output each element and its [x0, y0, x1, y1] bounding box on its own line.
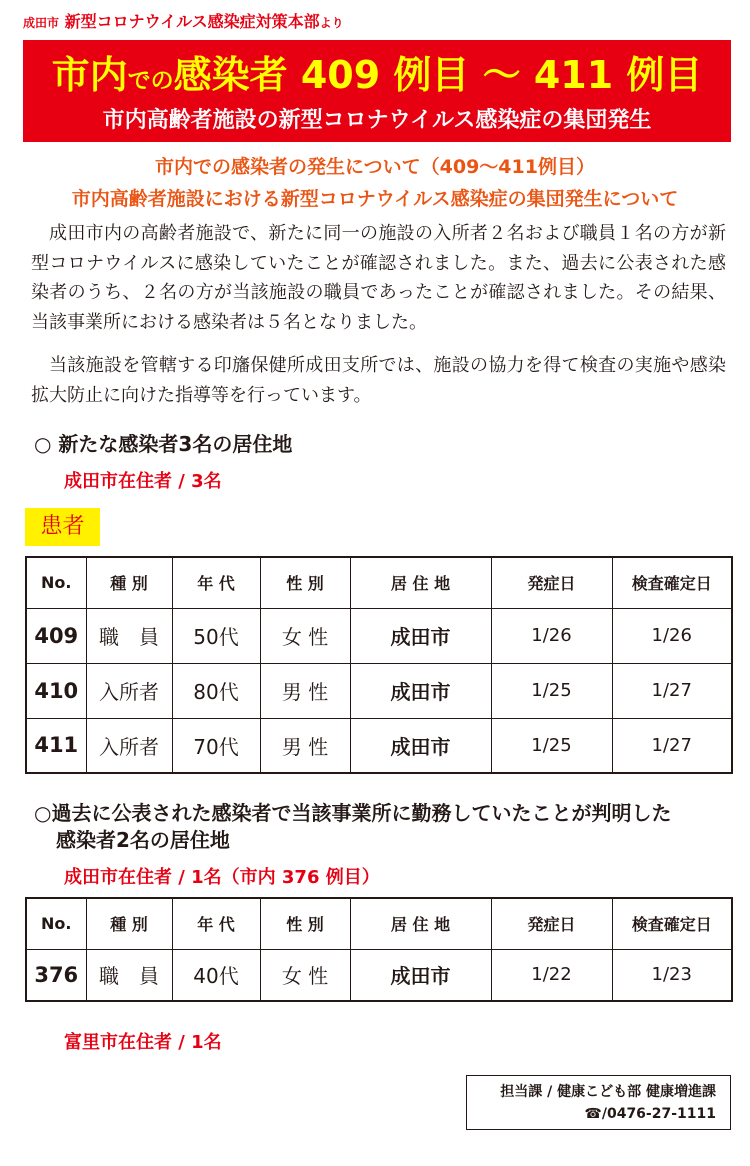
- title-banner: [23, 40, 731, 142]
- cell-age: 40代: [172, 949, 260, 1001]
- col-header-residence: 居 住 地: [350, 557, 491, 608]
- section2-title-line1: ○過去に公表された感染者で当該事業所に勤務していたことが判明した: [34, 801, 672, 825]
- heading-cluster: 市内高齢者施設における新型コロナウイルス感染症の集団発生について: [71, 188, 679, 210]
- col-header-type: 種 別: [86, 557, 172, 608]
- table-row: [26, 663, 732, 718]
- table-header-row: [26, 898, 732, 949]
- col-header-confirmed: 検査確定日: [612, 557, 732, 608]
- section2-title: [34, 800, 671, 854]
- col-header-confirmed: 検査確定日: [612, 898, 732, 949]
- cell-onset: 1/25: [491, 663, 612, 718]
- col-header-no: No.: [26, 557, 86, 608]
- cell-age: 80代: [172, 663, 260, 718]
- heading-cases: 市内での感染者の発生について（409～411例目）: [155, 156, 595, 178]
- col-header-onset: 発症日: [491, 557, 612, 608]
- cell-onset: 1/26: [491, 608, 612, 663]
- col-header-residence: 居 住 地: [350, 898, 491, 949]
- cell-no: 411: [26, 718, 86, 773]
- source-from: より: [319, 16, 344, 30]
- col-header-no: No.: [26, 898, 86, 949]
- cell-age: 70代: [172, 718, 260, 773]
- col-header-sex: 性 別: [260, 898, 350, 949]
- cell-sex: 女 性: [260, 608, 350, 663]
- col-header-age: 年 代: [172, 898, 260, 949]
- body-paragraph-2: 当該施設を管轄する印旛保健所成田支所では、施設の協力を得て検査の実施や感染拡大防止に向けた指導等を行っています。: [31, 355, 726, 406]
- cell-type: 入所者: [86, 718, 172, 773]
- cell-residence: 成田市: [350, 608, 491, 663]
- contact-phone: ☎/0476-27-1111: [584, 1106, 716, 1122]
- cell-confirmed: 1/27: [612, 718, 732, 773]
- cell-no: 376: [26, 949, 86, 1001]
- banner-title-part1: 市内: [51, 53, 128, 97]
- contact-dept: 担当課 / 健康こども部 健康増進課: [500, 1084, 716, 1100]
- cell-confirmed: 1/27: [612, 663, 732, 718]
- banner-title-part2: での: [127, 68, 174, 94]
- cell-residence: 成田市: [350, 949, 491, 1001]
- past-cases-table: [25, 897, 733, 1002]
- table-row: [26, 608, 732, 663]
- table-header-row: [26, 557, 732, 608]
- cell-age: 50代: [172, 608, 260, 663]
- banner-subtitle: 市内高齢者施設の新型コロナウイルス感染症の集団発生: [102, 108, 652, 133]
- cell-confirmed: 1/23: [612, 949, 732, 1001]
- cell-no: 409: [26, 608, 86, 663]
- section1-title: ○ 新たな感染者3名の居住地: [34, 432, 293, 456]
- banner-title: [23, 44, 731, 99]
- col-header-sex: 性 別: [260, 557, 350, 608]
- cell-type: 職 員: [86, 608, 172, 663]
- cell-sex: 女 性: [260, 949, 350, 1001]
- cell-residence: 成田市: [350, 718, 491, 773]
- cases-table: [25, 556, 733, 774]
- section2-residence: 成田市在住者 / 1名（市内 376 例目）: [64, 867, 380, 888]
- cell-sex: 男 性: [260, 663, 350, 718]
- other-residence: 富里市在住者 / 1名: [64, 1032, 222, 1053]
- col-header-type: 種 別: [86, 898, 172, 949]
- table-row: [26, 949, 732, 1001]
- cell-no: 410: [26, 663, 86, 718]
- cell-onset: 1/22: [491, 949, 612, 1001]
- cell-type: 入所者: [86, 663, 172, 718]
- banner-title-part3: 感染者 409 例目 ～ 411 例目: [173, 53, 703, 97]
- body-paragraph-1: 成田市内の高齢者施設で、新たに同一の施設の入所者２名および職員１名の方が新型コロナウイルスに感染していたことが確認されました。また、過去に公表された感染者のうち、２名の方が当該施設の職員であったことが確認されました。その結果、当該事業所における感染者は５名となりました。: [31, 223, 726, 333]
- cell-sex: 男 性: [260, 718, 350, 773]
- source-org: 新型コロナウイルス感染症対策本部: [64, 12, 320, 31]
- cell-onset: 1/25: [491, 718, 612, 773]
- cell-confirmed: 1/26: [612, 608, 732, 663]
- contact-box: [466, 1075, 731, 1130]
- source-line: [23, 9, 344, 32]
- patient-badge: 患者: [25, 508, 100, 546]
- section2-title-line2: 感染者2名の居住地: [56, 828, 230, 852]
- col-header-age: 年 代: [172, 557, 260, 608]
- source-city: 成田市: [23, 16, 60, 30]
- cell-type: 職 員: [86, 949, 172, 1001]
- table-row: [26, 718, 732, 773]
- cell-residence: 成田市: [350, 663, 491, 718]
- col-header-onset: 発症日: [491, 898, 612, 949]
- section1-residence: 成田市在住者 / 3名: [64, 471, 222, 492]
